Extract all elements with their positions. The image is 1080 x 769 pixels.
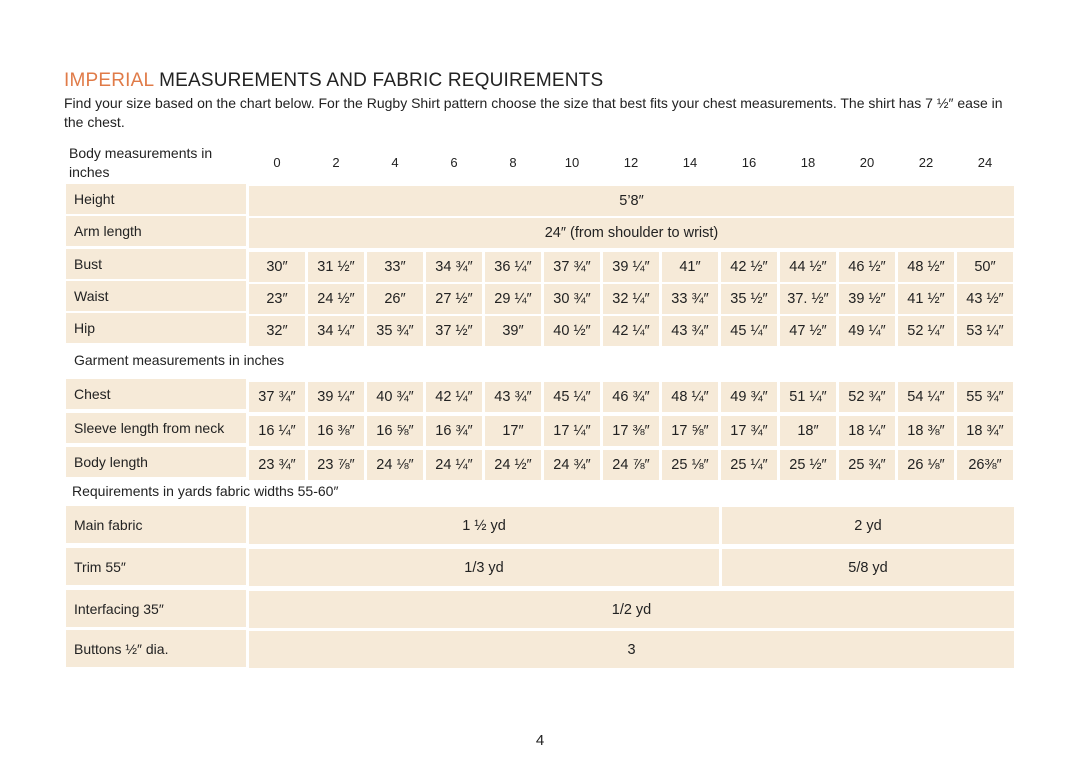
measurement-cell: 41″ bbox=[662, 252, 718, 282]
fabric-amount-small: 1 ½ yd bbox=[249, 507, 719, 544]
measurement-cell: 16 ⅜″ bbox=[308, 416, 364, 446]
measurement-cell: 52 ¼″ bbox=[898, 316, 954, 346]
measurement-cell: 24 ½″ bbox=[485, 450, 541, 480]
body-measurements-header: Body measurements in inches bbox=[69, 145, 213, 180]
fabric-amount-small: 1/3 yd bbox=[249, 549, 719, 586]
measurement-cell: 37 ¾″ bbox=[249, 382, 305, 412]
measurement-cell: 48 ¼″ bbox=[662, 382, 718, 412]
measurement-cell: 45 ¼″ bbox=[721, 316, 777, 346]
measurement-cell: 18 ⅜″ bbox=[898, 416, 954, 446]
measurement-cell: 26″ bbox=[367, 284, 423, 314]
measurement-cell: 39 ¼″ bbox=[308, 382, 364, 412]
measurement-cell: 50″ bbox=[957, 252, 1013, 282]
intro-text: Find your size based on the chart below. For the Rugby Shirt pattern choose the size that best fits your chest measurements. The shirt has 7 ½″ ease in the chest. bbox=[64, 95, 1003, 130]
measurement-cell: 24 ⅞″ bbox=[603, 450, 659, 480]
measurement-cell: 17 ⅜″ bbox=[603, 416, 659, 446]
row-label: Bust bbox=[66, 249, 246, 279]
size-header: 24 bbox=[977, 155, 993, 170]
row-label: Chest bbox=[66, 379, 246, 409]
row-label: Interfacing 35″ bbox=[66, 590, 246, 627]
row-label: Body length bbox=[66, 447, 246, 477]
title-accent: IMPERIAL bbox=[64, 70, 154, 91]
fabric-requirements-header: Requirements in yards fabric widths 55-60″ bbox=[72, 483, 339, 499]
measurement-cell: 34 ¾″ bbox=[426, 252, 482, 282]
measurement-cell: 49 ¼″ bbox=[839, 316, 895, 346]
measurement-cell: 27 ½″ bbox=[426, 284, 482, 314]
measurement-cell: 43 ½″ bbox=[957, 284, 1013, 314]
size-header: 16 bbox=[741, 155, 757, 170]
size-header: 22 bbox=[918, 155, 934, 170]
measurement-cell: 39″ bbox=[485, 316, 541, 346]
measurement-cell: 29 ¼″ bbox=[485, 284, 541, 314]
measurement-cell: 42 ½″ bbox=[721, 252, 777, 282]
measurement-cell: 40 ¾″ bbox=[367, 382, 423, 412]
measurement-cell: 45 ¼″ bbox=[544, 382, 600, 412]
measurement-cell: 54 ¼″ bbox=[898, 382, 954, 412]
measurement-cell: 23″ bbox=[249, 284, 305, 314]
measurement-cell: 16 ⅝″ bbox=[367, 416, 423, 446]
fabric-amount: 1/2 yd bbox=[249, 591, 1014, 628]
fabric-amount: 3 bbox=[249, 631, 1014, 668]
measurement-cell: 51 ¼″ bbox=[780, 382, 836, 412]
measurement-cell: 18 ¼″ bbox=[839, 416, 895, 446]
measurement-cell: 18 ¾″ bbox=[957, 416, 1013, 446]
page-title bbox=[64, 70, 603, 92]
measurement-cell: 17 ¼″ bbox=[544, 416, 600, 446]
measurement-cell: 35 ½″ bbox=[721, 284, 777, 314]
size-header: 12 bbox=[623, 155, 639, 170]
measurement-cell: 25 ¾″ bbox=[839, 450, 895, 480]
size-header: 10 bbox=[564, 155, 580, 170]
measurement-cell: 47 ½″ bbox=[780, 316, 836, 346]
measurement-cell: 30 ¾″ bbox=[544, 284, 600, 314]
measurement-cell: 24 ¾″ bbox=[544, 450, 600, 480]
size-header: 8 bbox=[509, 155, 517, 170]
measurement-cell: 16 ¼″ bbox=[249, 416, 305, 446]
measurement-cell: 36 ¼″ bbox=[485, 252, 541, 282]
measurement-cell: 42 ¼″ bbox=[426, 382, 482, 412]
measurement-cell: 24 ⅛″ bbox=[367, 450, 423, 480]
measurement-cell: 17″ bbox=[485, 416, 541, 446]
measurement-cell: 31 ½″ bbox=[308, 252, 364, 282]
measurement-cell: 32 ¼″ bbox=[603, 284, 659, 314]
measurement-cell: 41 ½″ bbox=[898, 284, 954, 314]
measurement-cell: 23 ¾″ bbox=[249, 450, 305, 480]
measurement-cell: 46 ½″ bbox=[839, 252, 895, 282]
row-label: Hip bbox=[66, 313, 246, 343]
measurement-cell: 49 ¾″ bbox=[721, 382, 777, 412]
measurement-cell: 37. ½″ bbox=[780, 284, 836, 314]
measurement-cell: 34 ¼″ bbox=[308, 316, 364, 346]
measurement-cell: 35 ¾″ bbox=[367, 316, 423, 346]
measurement-cell: 46 ¾″ bbox=[603, 382, 659, 412]
measurement-cell: 37 ½″ bbox=[426, 316, 482, 346]
measurement-cell: 24 ¼″ bbox=[426, 450, 482, 480]
measurement-cell: 25 ¼″ bbox=[721, 450, 777, 480]
row-label: Buttons ½″ dia. bbox=[66, 630, 246, 667]
measurement-cell: 18″ bbox=[780, 416, 836, 446]
measurement-cell: 26 ⅛″ bbox=[898, 450, 954, 480]
row-label: Sleeve length from neck bbox=[66, 413, 246, 443]
size-header: 18 bbox=[800, 155, 816, 170]
fabric-amount-large: 5/8 yd bbox=[722, 549, 1014, 586]
measurement-cell: 55 ¾″ bbox=[957, 382, 1013, 412]
measurement-cell: 33″ bbox=[367, 252, 423, 282]
title-rest: MEASUREMENTS AND FABRIC REQUIREMENTS bbox=[153, 70, 604, 91]
measurement-cell: 39 ½″ bbox=[839, 284, 895, 314]
size-header: 2 bbox=[332, 155, 340, 170]
measurement-cell: 53 ¼″ bbox=[957, 316, 1013, 346]
measurement-cell: 30″ bbox=[249, 252, 305, 282]
size-header: 4 bbox=[391, 155, 399, 170]
garment-measurements-header: Garment measurements in inches bbox=[74, 352, 285, 368]
size-header: 20 bbox=[859, 155, 875, 170]
size-header: 6 bbox=[450, 155, 458, 170]
measurement-cell: 23 ⅞″ bbox=[308, 450, 364, 480]
measurement-cell: 39 ¼″ bbox=[603, 252, 659, 282]
measurement-cell: 24 ½″ bbox=[308, 284, 364, 314]
measurement-cell: 44 ½″ bbox=[780, 252, 836, 282]
measurement-cell: 42 ¼″ bbox=[603, 316, 659, 346]
fabric-amount-large: 2 yd bbox=[722, 507, 1014, 544]
measurement-cell: 43 ¾″ bbox=[485, 382, 541, 412]
measurement-cell: 37 ¾″ bbox=[544, 252, 600, 282]
measurement-cell: 33 ¾″ bbox=[662, 284, 718, 314]
measurement-cell: 17 ⅝″ bbox=[662, 416, 718, 446]
size-header: 0 bbox=[273, 155, 281, 170]
measurement-cell: 32″ bbox=[249, 316, 305, 346]
row-label: Waist bbox=[66, 281, 246, 311]
measurement-cell: 40 ½″ bbox=[544, 316, 600, 346]
measurement-cell: 16 ¾″ bbox=[426, 416, 482, 446]
measurement-cell: 17 ¾″ bbox=[721, 416, 777, 446]
row-label: Main fabric bbox=[66, 506, 246, 543]
row-label: Height bbox=[66, 184, 246, 214]
measurement-cell: 52 ¾″ bbox=[839, 382, 895, 412]
span-value: 5’8″ bbox=[249, 186, 1014, 216]
row-label: Arm length bbox=[66, 216, 246, 246]
measurement-cell: 48 ½″ bbox=[898, 252, 954, 282]
measurement-cell: 26⅜″ bbox=[957, 450, 1013, 480]
measurement-cell: 25 ⅛″ bbox=[662, 450, 718, 480]
page-number: 4 bbox=[535, 732, 545, 749]
span-value: 24″ (from shoulder to wrist) bbox=[249, 218, 1014, 248]
measurement-cell: 25 ½″ bbox=[780, 450, 836, 480]
row-label: Trim 55″ bbox=[66, 548, 246, 585]
measurement-cell: 43 ¾″ bbox=[662, 316, 718, 346]
size-header: 14 bbox=[682, 155, 698, 170]
